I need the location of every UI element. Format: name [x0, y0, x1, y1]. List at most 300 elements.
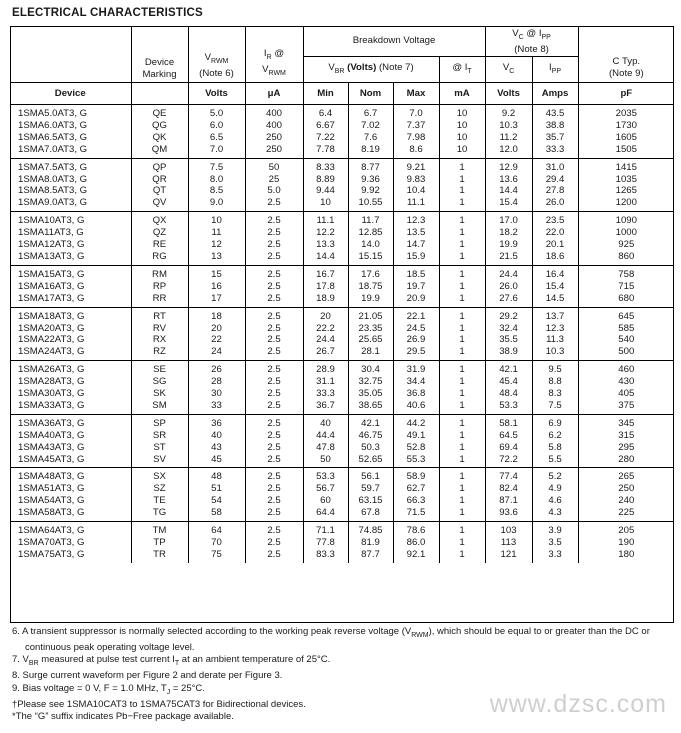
table-row	[10, 227, 674, 239]
table-body	[10, 105, 674, 563]
cell-it: 1	[439, 334, 485, 346]
cell-it: 1	[439, 158, 485, 173]
cell-ctyp: 1415	[578, 158, 674, 173]
cell-ipp: 16.4	[532, 265, 578, 280]
cell-it: 1	[439, 281, 485, 293]
cell-ctyp: 1035	[578, 174, 674, 186]
cell-ctyp: 2035	[578, 105, 674, 120]
cell-device: 1SMA58AT3, G	[18, 507, 85, 519]
cell-ctyp: 375	[578, 400, 674, 414]
cell-marking: SE	[131, 361, 188, 376]
cell-device: 1SMA22AT3, G	[18, 334, 85, 346]
cell-ir: 2.5	[245, 346, 303, 360]
cell-device: 1SMA24AT3, G	[18, 346, 85, 358]
cell-ctyp: 280	[578, 454, 674, 468]
cell-vrwm: 26	[188, 361, 245, 376]
cell-marking: QK	[131, 132, 188, 144]
cell-it: 1	[439, 507, 485, 521]
cell-ipp: 20.1	[532, 239, 578, 251]
cell-vc: 18.2	[485, 227, 532, 239]
cell-device: 1SMA6.5AT3, G	[18, 131, 88, 143]
cell-vrwm: 13	[188, 251, 245, 265]
cell-marking: ST	[131, 442, 188, 454]
cell-ir: 25	[245, 174, 303, 186]
cell-ctyp: 758	[578, 265, 674, 280]
cell-vbr-max: 52.8	[393, 442, 439, 454]
table-row	[10, 307, 674, 322]
cell-vbr-nom: 28.1	[348, 346, 393, 360]
cell-vc: 35.5	[485, 334, 532, 346]
cell-it: 1	[439, 468, 485, 483]
cell-vbr-nom: 63.15	[348, 495, 393, 507]
cell-vbr-min: 13.3	[303, 239, 348, 251]
cell-vc: 121	[485, 549, 532, 563]
cell-vbr-nom: 38.65	[348, 400, 393, 414]
cell-ipp: 8.3	[532, 388, 578, 400]
cell-marking: QG	[131, 120, 188, 132]
cell-marking: RE	[131, 239, 188, 251]
cell-ipp: 7.5	[532, 400, 578, 414]
cell-vc: 26.0	[485, 281, 532, 293]
cell-vbr-max: 9.21	[393, 158, 439, 173]
cell-vbr-min: 6.67	[303, 120, 348, 132]
cell-vc: 24.4	[485, 265, 532, 280]
vc-ipp-symbol: $V_C$ @ $I_{PP}$	[512, 28, 551, 41]
cell-ipp: 4.9	[532, 483, 578, 495]
table-row	[10, 132, 674, 144]
vrwm-symbol: $V_{RWM}$	[204, 52, 229, 66]
cell-vbr-max: 19.7	[393, 281, 439, 293]
cell-device: 1SMA7.5AT3, G	[10, 158, 131, 173]
cell-device: 1SMA12AT3, G	[18, 239, 85, 251]
cell-vc: 38.9	[485, 346, 532, 360]
cell-ctyp: 500	[578, 346, 674, 360]
cell-vbr-max: 7.0	[393, 105, 439, 120]
cell-ctyp: 1265	[578, 185, 674, 197]
cell-ctyp: 240	[578, 495, 674, 507]
cell-ipp: 6.9	[532, 414, 578, 429]
cell-it: 1	[439, 239, 485, 251]
cell-it: 1	[439, 537, 485, 549]
note-8: 8. Surge current waveform per Figure 2 and derate per Figure 3.	[12, 670, 283, 682]
cell-device: 1SMA48AT3, G	[10, 468, 131, 483]
cell-vrwm: 48	[188, 468, 245, 483]
cell-vc: 53.3	[485, 400, 532, 414]
cell-vbr-max: 24.5	[393, 323, 439, 335]
cell-device: 1SMA6.0AT3, G	[18, 119, 88, 131]
cell-vbr-max: 49.1	[393, 430, 439, 442]
table-row	[10, 549, 674, 563]
table-row	[10, 442, 674, 454]
cell-device: 1SMA40AT3, G	[18, 429, 85, 441]
cell-device: 1SMA8.5AT3, G	[18, 185, 88, 197]
cell-vbr-nom: 9.36	[348, 174, 393, 186]
table-row	[10, 239, 674, 251]
cell-ctyp: 1730	[578, 120, 674, 132]
table-row	[10, 212, 674, 227]
cell-it: 1	[439, 185, 485, 197]
it-header: @ $I_T$	[439, 57, 485, 83]
cell-ipp: 9.5	[532, 361, 578, 376]
cell-it: 1	[439, 414, 485, 429]
cell-vbr-max: 10.4	[393, 185, 439, 197]
cell-vbr-nom: 8.77	[348, 158, 393, 173]
cell-marking: QT	[131, 185, 188, 197]
cell-vbr-max: 71.5	[393, 507, 439, 521]
cell-device: 1SMA54AT3, G	[18, 495, 85, 507]
breakdown-voltage-header	[303, 26, 485, 57]
cell-vbr-nom: 52.65	[348, 454, 393, 468]
cell-ir: 2.5	[245, 537, 303, 549]
cell-ipp: 11.3	[532, 334, 578, 346]
cell-marking: QP	[131, 158, 188, 173]
cell-vbr-max: 7.37	[393, 120, 439, 132]
cell-device: 1SMA51AT3, G	[18, 483, 85, 495]
ir-header	[245, 26, 303, 83]
cell-vbr-nom: 17.6	[348, 265, 393, 280]
cell-it: 1	[439, 400, 485, 414]
cell-ir: 2.5	[245, 376, 303, 388]
cell-it: 1	[439, 265, 485, 280]
cell-ipp: 18.6	[532, 251, 578, 265]
cell-vc: 12.9	[485, 158, 532, 173]
cell-vc: 14.4	[485, 185, 532, 197]
table-row	[10, 105, 674, 120]
breakdown-voltage-label: Breakdown Voltage	[352, 35, 436, 47]
cell-vrwm: 6.5	[188, 132, 245, 144]
note-6: 6. A transient suppressor is normally selected according to the working peak reverse voltage $(V_{RWM})$, which should be equal to or greater than the DC or continuous peak operating voltage level.	[12, 626, 650, 654]
cell-vc: 113	[485, 537, 532, 549]
cell-it: 1	[439, 307, 485, 322]
cell-vbr-nom: 56.1	[348, 468, 393, 483]
cell-marking: QM	[131, 144, 188, 158]
cell-vbr-nom: 74.85	[348, 522, 393, 537]
cell-ctyp: 715	[578, 281, 674, 293]
cell-marking: QX	[131, 212, 188, 227]
cell-vrwm: 8.5	[188, 185, 245, 197]
cell-device: 1SMA28AT3, G	[18, 376, 85, 388]
cell-ir: 2.5	[245, 323, 303, 335]
cell-vrwm: 12	[188, 239, 245, 251]
cell-vbr-min: 8.89	[303, 174, 348, 186]
note-7: 7. $V_{BR}$ measured at pulse test current $I_T$ at an ambient temperature of 25°C.	[12, 654, 331, 668]
device-marking-header	[131, 26, 188, 83]
cell-vbr-min: 36.7	[303, 400, 348, 414]
table-row	[10, 174, 674, 186]
cell-device: 1SMA9.0AT3, G	[18, 197, 88, 209]
cell-ipp: 3.5	[532, 537, 578, 549]
cell-vbr-nom: 46.75	[348, 430, 393, 442]
cell-vbr-nom: 15.15	[348, 251, 393, 265]
table-row	[10, 468, 674, 483]
cell-ipp: 3.9	[532, 522, 578, 537]
cell-ipp: 5.8	[532, 442, 578, 454]
cell-marking: SZ	[131, 483, 188, 495]
cell-ipp: 31.0	[532, 158, 578, 173]
ir-unit: μA	[245, 83, 303, 105]
cell-it: 1	[439, 442, 485, 454]
cell-it: 1	[439, 361, 485, 376]
cell-it: 10	[439, 105, 485, 120]
cell-ir: 2.5	[245, 212, 303, 227]
table-row	[10, 507, 674, 521]
cell-it: 1	[439, 430, 485, 442]
cell-vrwm: 7.0	[188, 144, 245, 158]
cell-vrwm: 40	[188, 430, 245, 442]
cell-ipp: 13.7	[532, 307, 578, 322]
cell-it: 1	[439, 388, 485, 400]
cell-ipp: 5.5	[532, 454, 578, 468]
cell-vbr-max: 58.9	[393, 468, 439, 483]
cell-vc: 21.5	[485, 251, 532, 265]
cell-marking: TP	[131, 537, 188, 549]
cell-vbr-max: 36.8	[393, 388, 439, 400]
cell-vbr-max: 78.6	[393, 522, 439, 537]
cell-ir: 2.5	[245, 334, 303, 346]
cell-device: 1SMA75AT3, G	[18, 548, 85, 560]
cell-ctyp: 1605	[578, 132, 674, 144]
cell-device: 1SMA16AT3, G	[18, 280, 85, 292]
cell-marking: QR	[131, 174, 188, 186]
table-row	[10, 376, 674, 388]
cell-vbr-max: 12.3	[393, 212, 439, 227]
cell-ipp: 35.7	[532, 132, 578, 144]
cell-vbr-min: 53.3	[303, 468, 348, 483]
table-row	[10, 400, 674, 414]
cell-vbr-nom: 25.65	[348, 334, 393, 346]
cell-it: 1	[439, 454, 485, 468]
cell-vbr-min: 71.1	[303, 522, 348, 537]
cell-vbr-max: 7.98	[393, 132, 439, 144]
cell-ipp: 6.2	[532, 430, 578, 442]
cell-vrwm: 51	[188, 483, 245, 495]
cell-vrwm: 16	[188, 281, 245, 293]
cell-vbr-nom: 67.8	[348, 507, 393, 521]
cell-ctyp: 680	[578, 293, 674, 307]
cell-ir: 2.5	[245, 400, 303, 414]
cell-vbr-max: 29.5	[393, 346, 439, 360]
cell-ir: 2.5	[245, 251, 303, 265]
cell-marking: SV	[131, 454, 188, 468]
cell-vbr-min: 24.4	[303, 334, 348, 346]
ctyp-note: (Note 9)	[608, 68, 644, 80]
cell-it: 1	[439, 293, 485, 307]
cell-vc: 103	[485, 522, 532, 537]
cell-vbr-min: 56.7	[303, 483, 348, 495]
cell-device: 1SMA15AT3, G	[10, 265, 131, 280]
cell-it: 10	[439, 132, 485, 144]
device-header-blank	[10, 26, 131, 83]
cell-vc: 12.0	[485, 144, 532, 158]
cell-device: 1SMA43AT3, G	[18, 441, 85, 453]
cell-ir: 2.5	[245, 265, 303, 280]
cell-it: 1	[439, 197, 485, 211]
cell-device: 1SMA18AT3, G	[10, 307, 131, 322]
cell-marking: SK	[131, 388, 188, 400]
cell-ir: 2.5	[245, 227, 303, 239]
table-row	[10, 185, 674, 197]
ctyp-unit: pF	[578, 83, 674, 105]
cell-vc: 64.5	[485, 430, 532, 442]
min-header: Min	[303, 83, 348, 105]
cell-vrwm: 20	[188, 323, 245, 335]
cell-ir: 2.5	[245, 522, 303, 537]
cell-vbr-max: 31.9	[393, 361, 439, 376]
cell-ir: 250	[245, 144, 303, 158]
ir-symbol: $I_R$ @	[263, 48, 285, 62]
cell-it: 1	[439, 323, 485, 335]
cell-it: 1	[439, 549, 485, 563]
cell-vbr-max: 11.1	[393, 197, 439, 211]
vc-unit: Volts	[485, 83, 532, 105]
cell-vbr-min: 20	[303, 307, 348, 322]
cell-vc: 58.1	[485, 414, 532, 429]
cell-vrwm: 10	[188, 212, 245, 227]
cell-ir: 2.5	[245, 549, 303, 563]
cell-ir: 5.0	[245, 185, 303, 197]
cell-marking: TG	[131, 507, 188, 521]
section-title: ELECTRICAL CHARACTERISTICS	[12, 7, 203, 19]
cell-vc: 69.4	[485, 442, 532, 454]
cell-vbr-nom: 35.05	[348, 388, 393, 400]
cell-marking: RG	[131, 251, 188, 265]
cell-marking: TM	[131, 522, 188, 537]
table-row	[10, 495, 674, 507]
table-row	[10, 197, 674, 211]
cell-vbr-nom: 6.7	[348, 105, 393, 120]
cell-vc: 10.3	[485, 120, 532, 132]
cell-it: 1	[439, 483, 485, 495]
ipp-header: $I_{PP}$	[532, 57, 578, 83]
table-row	[10, 414, 674, 429]
marking-unit-blank	[131, 83, 188, 105]
cell-ipp: 3.3	[532, 549, 578, 563]
cell-device: 1SMA70AT3, G	[18, 537, 85, 548]
cell-vrwm: 45	[188, 454, 245, 468]
cell-vrwm: 58	[188, 507, 245, 521]
cell-vc: 9.2	[485, 105, 532, 120]
cell-vrwm: 7.5	[188, 158, 245, 173]
cell-device: 1SMA17AT3, G	[18, 292, 85, 304]
cell-ipp: 38.8	[532, 120, 578, 132]
cell-ipp: 4.3	[532, 507, 578, 521]
cell-ir: 2.5	[245, 495, 303, 507]
vbr-text: (Volts)	[347, 61, 377, 73]
vbr-note: (Note 7)	[378, 61, 414, 73]
cell-ipp: 12.3	[532, 323, 578, 335]
cell-vrwm: 17	[188, 293, 245, 307]
cell-vbr-max: 26.9	[393, 334, 439, 346]
cell-vbr-min: 83.3	[303, 549, 348, 563]
cell-ctyp: 540	[578, 334, 674, 346]
cell-vc: 29.2	[485, 307, 532, 322]
cell-vc: 32.4	[485, 323, 532, 335]
cell-vbr-max: 44.2	[393, 414, 439, 429]
cell-it: 1	[439, 495, 485, 507]
cell-vc: 93.6	[485, 507, 532, 521]
cell-vbr-nom: 50.3	[348, 442, 393, 454]
cell-vbr-min: 31.1	[303, 376, 348, 388]
cell-vbr-nom: 81.9	[348, 537, 393, 549]
cell-vrwm: 28	[188, 376, 245, 388]
cell-vbr-max: 92.1	[393, 549, 439, 563]
cell-vrwm: 33	[188, 400, 245, 414]
cell-vbr-nom: 9.92	[348, 185, 393, 197]
cell-marking: TE	[131, 495, 188, 507]
cell-it: 10	[439, 120, 485, 132]
cell-vbr-min: 8.33	[303, 158, 348, 173]
cell-vrwm: 54	[188, 495, 245, 507]
cell-ipp: 33.3	[532, 144, 578, 158]
cell-ir: 400	[245, 105, 303, 120]
cell-ctyp: 1505	[578, 144, 674, 158]
cell-marking: SR	[131, 430, 188, 442]
note-pb-free: *The “G” suffix indicates Pb−Free package available.	[12, 710, 234, 722]
cell-ir: 2.5	[245, 430, 303, 442]
cell-vbr-nom: 8.19	[348, 144, 393, 158]
cell-ir: 2.5	[245, 239, 303, 251]
cell-marking: QE	[131, 105, 188, 120]
ctyp-header	[578, 26, 674, 83]
cell-marking: SG	[131, 376, 188, 388]
cell-ir: 50	[245, 158, 303, 173]
cell-vrwm: 9.0	[188, 197, 245, 211]
cell-vbr-nom: 23.35	[348, 323, 393, 335]
cell-vbr-min: 77.8	[303, 537, 348, 549]
cell-vrwm: 15	[188, 265, 245, 280]
cell-device: 1SMA26AT3, G	[10, 361, 131, 376]
cell-ctyp: 190	[578, 537, 674, 549]
vc-ipp-note: (Note 8)	[514, 43, 549, 55]
cell-vrwm: 75	[188, 549, 245, 563]
cell-vbr-min: 44.4	[303, 430, 348, 442]
cell-ipp: 43.5	[532, 105, 578, 120]
cell-vrwm: 24	[188, 346, 245, 360]
cell-vbr-max: 55.3	[393, 454, 439, 468]
cell-vc: 45.4	[485, 376, 532, 388]
cell-vbr-max: 15.9	[393, 251, 439, 265]
cell-vbr-max: 13.5	[393, 227, 439, 239]
device-header: Device	[10, 83, 131, 105]
cell-it: 1	[439, 251, 485, 265]
cell-vbr-min: 7.22	[303, 132, 348, 144]
note-9: 9. Bias voltage = 0 V, F = 1.0 MHz, $T_J = 25^\circ C$.	[12, 682, 205, 696]
cell-vbr-max: 20.9	[393, 293, 439, 307]
cell-device: 1SMA45AT3, G	[18, 453, 85, 465]
cell-vbr-max: 66.3	[393, 495, 439, 507]
table-row	[10, 293, 674, 307]
cell-vbr-min: 33.3	[303, 388, 348, 400]
cell-vbr-min: 26.7	[303, 346, 348, 360]
cell-ctyp: 265	[578, 468, 674, 483]
cell-vbr-nom: 14.0	[348, 239, 393, 251]
table-row	[10, 361, 674, 376]
table-row	[10, 144, 674, 158]
ir-vrwm-symbol: $V_{RWM}$	[262, 64, 286, 78]
cell-ipp: 23.5	[532, 212, 578, 227]
vbr-symbol: $V_{BR}$	[328, 61, 345, 75]
table-row	[10, 281, 674, 293]
table-row	[10, 265, 674, 280]
cell-marking: RV	[131, 323, 188, 335]
cell-vbr-max: 18.5	[393, 265, 439, 280]
cell-vc: 27.6	[485, 293, 532, 307]
cell-ipp: 22.0	[532, 227, 578, 239]
cell-ir: 2.5	[245, 293, 303, 307]
cell-vbr-max: 62.7	[393, 483, 439, 495]
table-row	[10, 251, 674, 265]
cell-vc: 77.4	[485, 468, 532, 483]
